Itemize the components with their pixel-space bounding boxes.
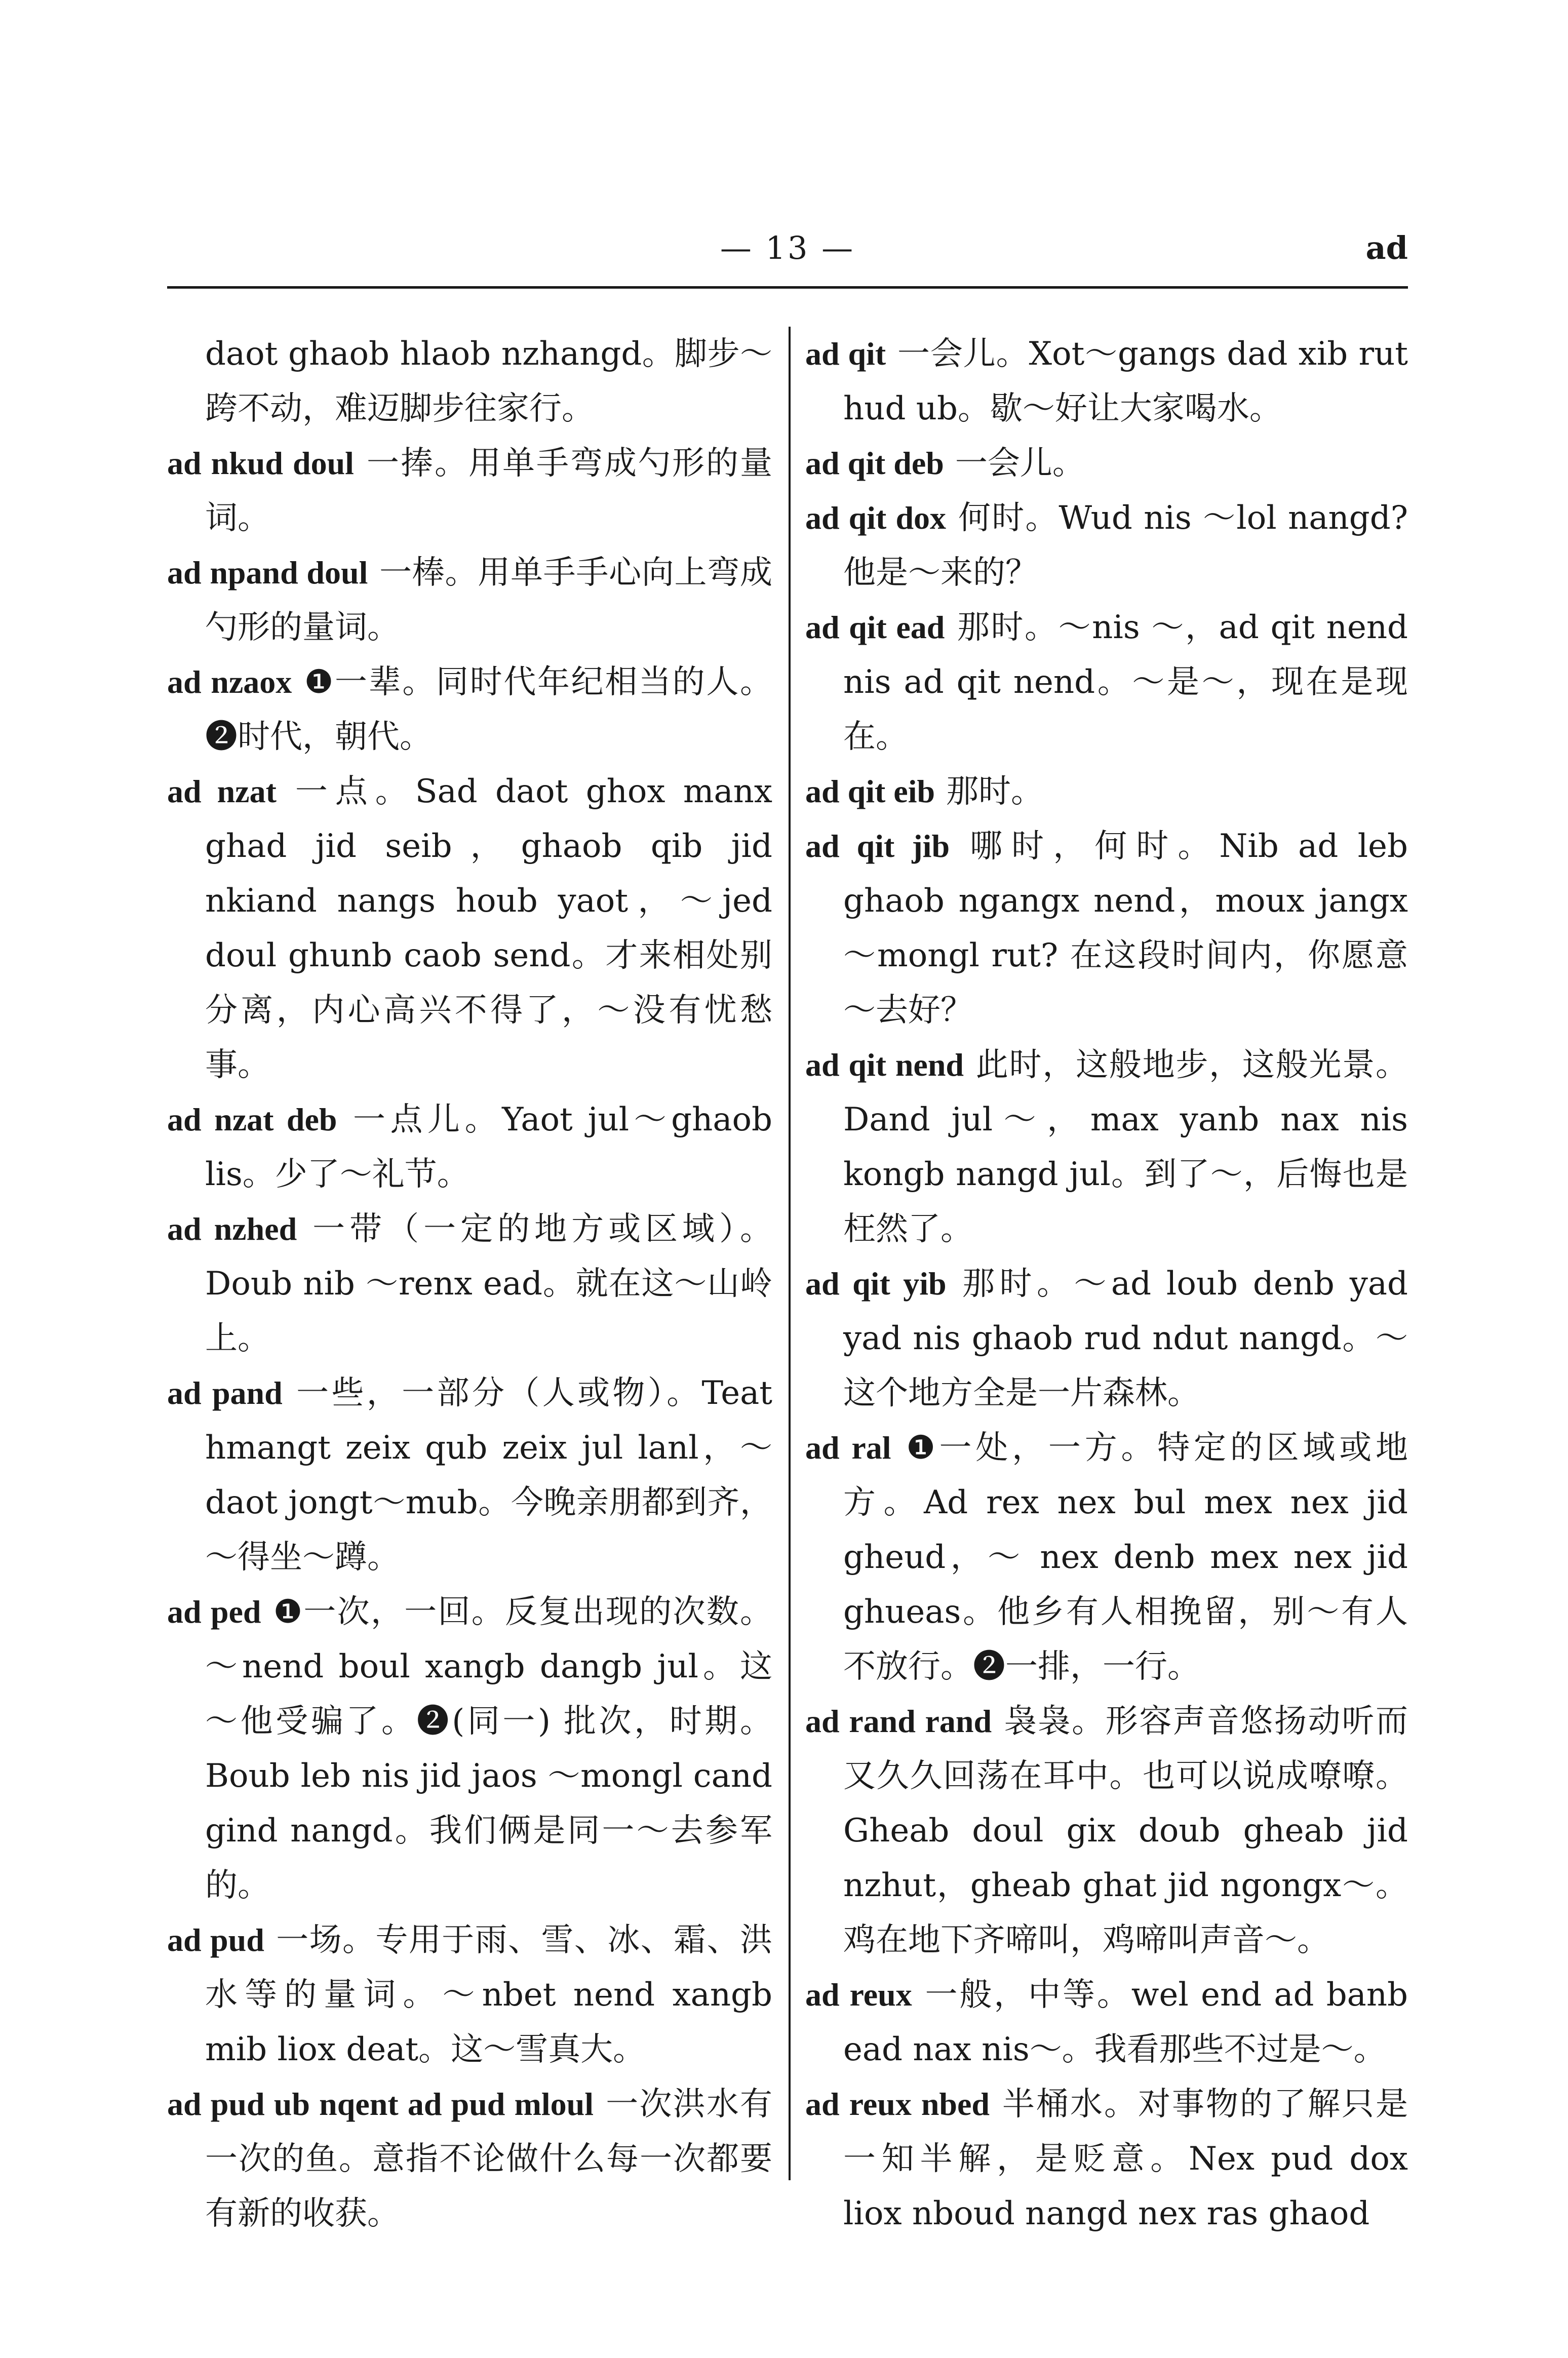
entry-definition: 一点儿。Yaot jul～ghaob lis。少了～礼节。 [205,1101,772,1193]
page-number: — 13 — [720,229,855,266]
entry-headword: ad ped [167,1594,261,1630]
entry-headword: ad nkud doul [167,445,354,481]
dictionary-entry [805,491,1408,600]
entry-headword: ad qit nend [805,1047,964,1083]
entry-definition: 一带（一定的地方或区域）。Doub nib ～renx ead。就在这～山岭上。 [205,1210,772,1357]
dictionary-entry [805,2077,1408,2241]
entry-definition: 那时。～ad loub denb yad yad nis ghaob rud ndut nangd。～这个地方全是一片森林。 [843,1265,1408,1412]
entry-headword: ad nzat [167,773,277,809]
continuation-text: daot ghaob hlaob nzhangd。脚步～跨不动，难迈脚步往家行。 [205,335,772,427]
entry-headword: ad nzat deb [167,1102,337,1137]
running-head: ad [1365,229,1408,266]
entry-definition: 此时，这般地步，这般光景。Dand jul～，max yanb nax nis kongb nangd jul。到了～，后悔也是枉然了。 [843,1046,1408,1248]
entry-definition: 一棒。用单手手心向上弯成勺形的量词。 [205,554,772,646]
entry-definition: 一场。专用于雨、雪、冰、霜、洪水等的量词。～nbet nend xangb mib liox deat。这～雪真大。 [205,1921,772,2068]
dictionary-entry [167,1585,772,1913]
entry-headword: ad qit deb [805,445,944,481]
dictionary-entry [805,600,1408,764]
entry-definition: 袅袅。形容声音悠扬动听而又久久回荡在耳中。也可以说成嘹嘹。Gheab doul gix doub gheab jid nzhut，gheab ghat jid ngongx～。鸡在地下齐啼叫，鸡啼叫声音～。 [843,1703,1408,1959]
entry-headword: ad qit jib [805,828,950,864]
page-header [167,223,1408,273]
entry-headword: ad ral [805,1430,891,1466]
dictionary-entry [167,1092,772,1202]
entry-headword: ad qit yib [805,1266,947,1302]
entry-definition: ❶一辈。同时代年纪相当的人。❷时代，朝代。 [205,663,772,756]
column-divider [789,327,791,2180]
dictionary-entry [805,436,1408,491]
entry-headword: ad reux nbed [805,2086,990,2122]
entry-definition: ❶一处，一方。特定的区域或地方。Ad rex nex bul mex nex jid gheud，～ nex denb mex nex jid ghueas。他乡有人相挽留，别～有人不放行。❷一排，一行。 [843,1429,1408,1685]
entry-definition: 哪时，何时。Nib ad leb ghaob ngangx nend，moux jangx～mongl rut? 在这段时间内，你愿意～去好？ [843,828,1408,1029]
entry-definition: 一些，一部分（人或物）。Teat hmangt zeix qub zeix jul lanl，～daot jongt～mub。今晚亲朋都到齐，～得坐～蹲。 [205,1374,772,1576]
dictionary-entry [805,327,1408,436]
dictionary-entry [805,1421,1408,1694]
right-column [805,327,1408,2251]
entry-headword: ad nzhed [167,1211,297,1247]
dictionary-entry [167,2077,772,2241]
header-rule [167,286,1408,289]
entry-definition: 一会儿。 [955,445,1085,482]
entry-definition: 一般，中等。wel end ad banb ead nax nis～。我看那些不过是～。 [843,1976,1408,2068]
dictionary-entry [805,819,1408,1038]
dictionary-entry [167,545,772,655]
entry-definition: 一会儿。Xot～gangs dad xib rut hud ub。歇～好让大家喝水。 [843,335,1408,427]
entry-definition: 何时。Wud nis ～lol nangd? 他是～来的？ [843,499,1408,592]
dictionary-entry [805,764,1408,819]
entry-headword: ad nzaox [167,664,292,700]
entry-headword: ad rand rand [805,1703,992,1739]
entry-headword: ad pud [167,1922,264,1958]
entry-definition: 一点。Sad daot ghox manx ghad jid seib，ghaob qib jid nkiand nangs houb yaot，～jed doul ghunb caob send。才来相处别分离，内心高兴不得了，～没有忧愁事。 [205,773,772,1084]
dictionary-entry [167,1202,772,1366]
dictionary-entry [805,1038,1408,1256]
dictionary-entry [167,1366,772,1585]
entry-headword: ad qit ead [805,609,945,645]
entry-headword: ad qit eib [805,773,935,809]
entry-definition: 一次洪水有一次的鱼。意指不论做什么每一次都要有新的收获。 [205,2086,772,2232]
dictionary-entry [167,1913,772,2077]
entry-definition: 那时。 [946,773,1044,810]
entry-headword: ad reux [805,1977,912,2013]
entry-headword: ad pud ub nqent ad pud mloul [167,2086,594,2122]
left-column [167,327,772,2251]
entry-headword: ad pand [167,1375,283,1411]
entry-definition: 半桶水。对事物的了解只是一知半解，是贬意。Nex pud dox liox nboud nangd nex ras ghaod [843,2086,1408,2232]
entry-definition: ❶一次，一回。反复出现的次数。～nend boul xangb dangb jul。这～他受骗了。❷(同一) 批次，时期。Boub leb nis jid jaos ～mongl cand gind nangd。我们俩是同一～去参军的。 [205,1593,772,1904]
dictionary-entry [805,1694,1408,1968]
entry-headword: ad qit [805,336,886,372]
entry-definition: 一捧。用单手弯成勺形的量词。 [205,445,772,537]
dictionary-entry [167,436,772,545]
entry-headword: ad npand doul [167,555,368,591]
entry-headword: ad qit dox [805,500,947,536]
dictionary-entry [805,1256,1408,1421]
dictionary-entry [805,1968,1408,2077]
dictionary-entry [167,764,772,1092]
entry-definition: 那时。～nis ～，ad qit nend nis ad qit nend。～是～，现在是现在。 [843,609,1408,756]
dictionary-entry [167,655,772,764]
